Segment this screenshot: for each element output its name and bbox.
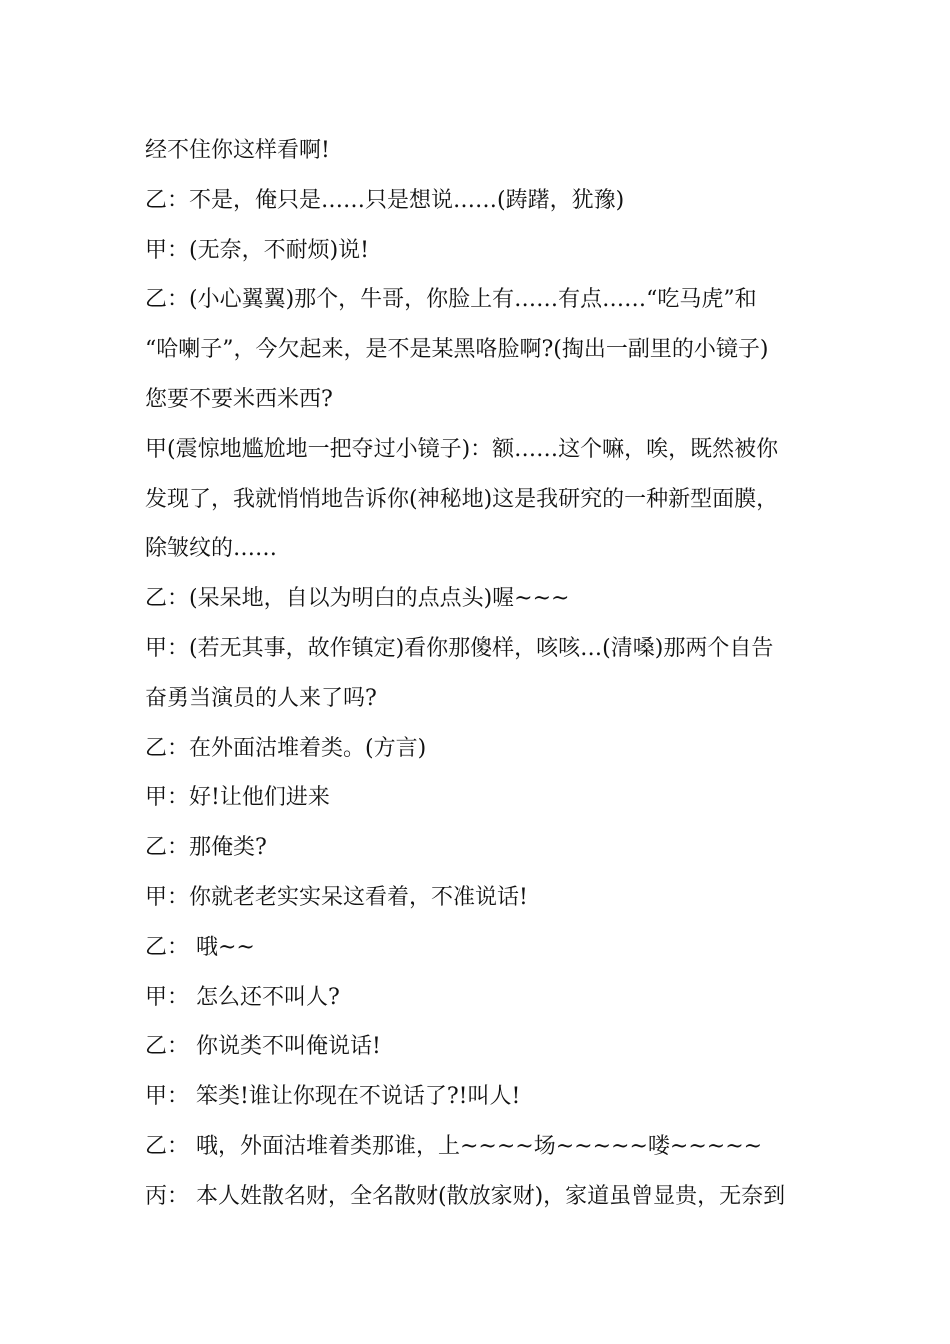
text-line: 乙： 哦~~ bbox=[145, 934, 255, 960]
text-line: 奋勇当演员的人来了吗? bbox=[145, 685, 377, 711]
text-line: 甲：好!让他们进来 bbox=[145, 785, 330, 811]
text-line: 丙： 本人姓散名财，全名散财(散放家财)，家道虽曾显贵，无奈到 bbox=[145, 1183, 786, 1209]
text-line: 除皱纹的…… bbox=[145, 536, 278, 562]
text-line: 甲： 怎么还不叫人? bbox=[145, 984, 340, 1010]
text-line: 经不住你这样看啊! bbox=[145, 138, 330, 163]
text-line: 乙：不是，俺只是……只是想说……(踌躇，犹豫) bbox=[145, 187, 625, 213]
text-line: 乙： 哦，外面沽堆着类那谁，上~~~~场~~~~~喽~~~~~ bbox=[145, 1133, 763, 1159]
text-line: 甲：(若无其事，故作镇定)看你那傻样，咳咳…(清嗓)那两个自告 bbox=[145, 635, 774, 661]
text-line: 甲：(无奈，不耐烦)说! bbox=[145, 237, 370, 263]
text-line: 乙：在外面沽堆着类。(方言) bbox=[145, 735, 427, 761]
text-line: 乙：那俺类? bbox=[145, 835, 267, 861]
text-line: 您要不要米西米西? bbox=[145, 386, 333, 412]
text-line: 甲：你就老老实实呆这看着，不准说话! bbox=[145, 884, 528, 910]
script-text bbox=[145, 126, 825, 1222]
text-line: “哈喇子”，今欠起来，是不是某黑咯脸啊?(掏出一副里的小镜子) bbox=[145, 337, 769, 363]
text-line: 发现了，我就悄悄地告诉你(神秘地)这是我研究的一种新型面膜， bbox=[145, 486, 779, 512]
text-line: 乙：(呆呆地，自以为明白的点点头)喔~~~ bbox=[145, 586, 570, 612]
text-line: 乙： 你说类不叫俺说话! bbox=[145, 1034, 381, 1060]
text-line: 甲(震惊地尴尬地一把夺过小镜子)：额……这个嘛，唉，既然被你 bbox=[145, 436, 779, 462]
text-line: 甲： 笨类!谁让你现在不说话了?!叫人! bbox=[145, 1084, 521, 1110]
text-line: 乙：(小心翼翼)那个，牛哥，你脸上有……有点……“吃马虎”和 bbox=[145, 287, 757, 313]
